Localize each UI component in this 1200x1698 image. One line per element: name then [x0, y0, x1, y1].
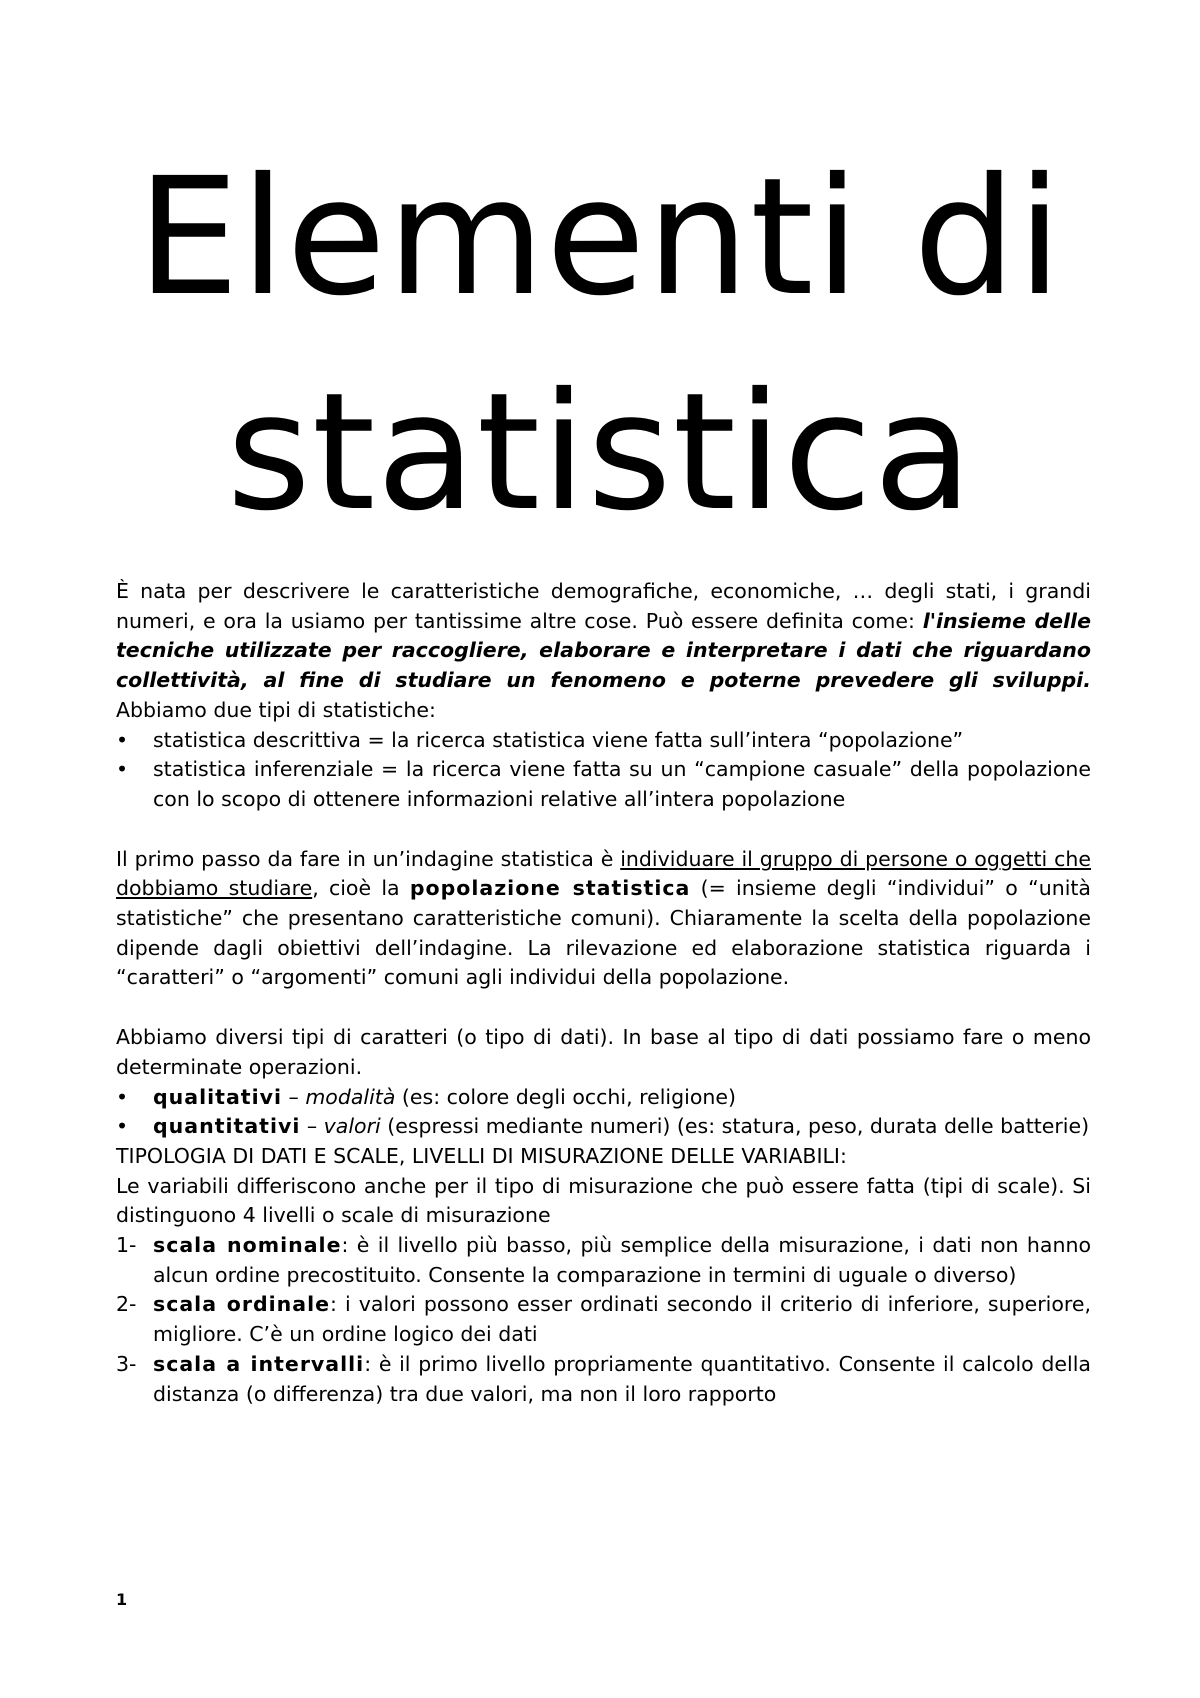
list-item-text: statistica descrittiva = la ricerca statistica viene fatta sull’intera “popolazione”: [153, 727, 964, 752]
population-text-1: Il primo passo da fare in un’indagine statistica è: [116, 846, 621, 871]
list-item: [116, 1231, 1091, 1290]
document-body: [116, 577, 1091, 1409]
scales-heading: TIPOLOGIA DI DATI E SCALE, LIVELLI DI MISURAZIONE DELLE VARIABILI:: [116, 1143, 847, 1168]
bullet-icon: •: [116, 727, 129, 752]
character-type-separator: –: [300, 1114, 324, 1139]
intro-text-2: Abbiamo due tipi di statistiche:: [116, 697, 436, 722]
population-text-3: (= insieme degli “individui” o “unità statistiche” che presentano caratteristiche comuni). Chiaramente la scelta della popolazione dipende dagli obiettivi dell’indagine. La rilevazione ed elaborazione statistica riguarda i “caratteri” o “argomenti” comuni agli individui della popolazione.: [116, 876, 1091, 990]
scale-description: : i valori possono esser ordinati secondo il criterio di inferiore, superiore, migliore. C’è un ordine logico dei dati: [153, 1292, 1092, 1347]
statistics-types-list: [116, 726, 1091, 815]
scales-intro-paragraph: Le variabili differiscono anche per il tipo di misurazione che può essere fatta (tipi di scale). Si distinguono 4 livelli o scale di misurazione: [116, 1173, 1091, 1228]
population-bold-term: popolazione statistica: [409, 876, 691, 901]
document-title-line-2: statistica: [226, 359, 974, 547]
character-type-bold: quantitativi: [153, 1114, 301, 1139]
intro-text-1: È nata per descrivere le caratteristiche demografiche, economiche, … degli stati, i grandi numeri, e ora la usiamo per tantissime altre cose. Può essere definita come:: [116, 579, 1091, 633]
scale-name: scala nominale: [153, 1233, 342, 1258]
paragraph-spacer: [116, 815, 1091, 845]
intro-paragraph: [116, 577, 1091, 726]
character-type-italic: valori: [323, 1114, 381, 1139]
list-item: [116, 755, 1091, 814]
character-type-italic: modalità: [305, 1084, 396, 1109]
list-item: [116, 726, 1091, 756]
character-type-rest: (es: colore degli occhi, religione): [395, 1084, 736, 1109]
population-text-2: , cioè la: [312, 876, 410, 901]
paragraph-spacer: [116, 993, 1091, 1023]
bullet-icon: •: [116, 757, 129, 782]
scale-name: scala a intervalli: [153, 1351, 365, 1376]
list-number: 1-: [116, 1233, 137, 1258]
bullet-icon: •: [116, 1084, 129, 1109]
page-number: 1: [116, 1590, 128, 1609]
statistics-definition: l'insieme delle tecniche utilizzate per raccogliere, elaborare e interpretare i dati che riguardano collettività, al fine di studiare un fenomeno e poterne prevedere gli sviluppi.: [116, 608, 1091, 693]
characters-list: [116, 1083, 1091, 1142]
character-type-rest: (espressi mediante numeri) (es: statura, peso, durata delle batterie): [380, 1114, 1090, 1139]
list-number: 2-: [116, 1292, 137, 1317]
population-underlined-text: individuare il gruppo di persone o oggetti che dobbiamo studiare: [116, 846, 1091, 901]
population-paragraph: [116, 845, 1091, 994]
list-item: [116, 1083, 1091, 1113]
scales-list: [116, 1231, 1091, 1409]
list-item: [116, 1112, 1091, 1142]
bullet-icon: •: [116, 1114, 129, 1139]
scale-name: scala ordinale: [153, 1292, 331, 1317]
character-type-bold: qualitativi: [153, 1084, 283, 1109]
list-item: [116, 1350, 1091, 1409]
list-item: [116, 1290, 1091, 1349]
characters-intro-paragraph: Abbiamo diversi tipi di caratteri (o tipo di dati). In base al tipo di dati possiamo fare o meno determinate operazioni.: [116, 1025, 1091, 1079]
list-number: 3-: [116, 1351, 137, 1376]
scale-description: : è il primo livello propriamente quantitativo. Consente il calcolo della distanza (o differenza) tra due valori, ma non il loro rapporto: [153, 1351, 1091, 1406]
character-type-separator: –: [282, 1084, 306, 1109]
scale-description: : è il livello più basso, più semplice della misurazione, i dati non hanno alcun ordine precostituito. Consente la comparazione in termini di uguale o diverso): [153, 1233, 1092, 1287]
document-title-line-1: Elementi di: [136, 144, 1064, 332]
list-item-text: statistica inferenziale = la ricerca viene fatta su un “campione casuale” della popolazione con lo scopo di ottenere informazioni relative all’intera popolazione: [153, 757, 1091, 811]
